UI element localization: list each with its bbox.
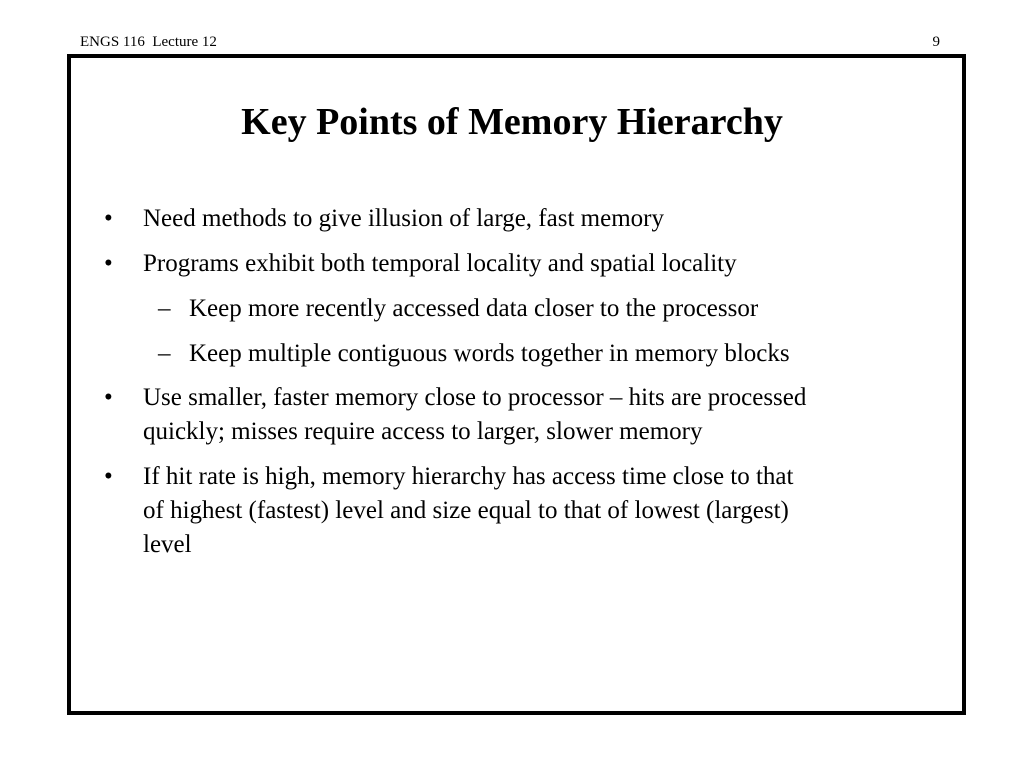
bullet-text: Programs exhibit both temporal locality and spatial locality bbox=[143, 250, 737, 277]
bullet-marker: • bbox=[104, 250, 113, 277]
bullet-marker: • bbox=[104, 384, 113, 411]
bullet-text-line: level bbox=[143, 531, 192, 558]
bullet-marker: • bbox=[104, 205, 113, 232]
bullet-text-line: quickly; misses require access to larger, slower memory bbox=[143, 418, 703, 445]
dash-marker: – bbox=[158, 295, 171, 322]
bullet-marker: • bbox=[104, 463, 113, 490]
bullet-text-line: of highest (fastest) level and size equal to that of lowest (largest) bbox=[143, 497, 789, 524]
sub-bullet-text: Keep multiple contiguous words together in memory blocks bbox=[189, 340, 790, 367]
bullet-text-line: If hit rate is high, memory hierarchy has access time close to that bbox=[143, 463, 794, 490]
slide-title: Key Points of Memory Hierarchy bbox=[241, 101, 783, 143]
bullet-text-line: Use smaller, faster memory close to processor – hits are processed bbox=[143, 384, 807, 411]
bullet-text: Need methods to give illusion of large, fast memory bbox=[143, 205, 664, 232]
header-page-number: 9 bbox=[932, 34, 940, 50]
sub-bullet-text: Keep more recently accessed data closer to the processor bbox=[189, 295, 759, 322]
dash-marker: – bbox=[158, 340, 171, 367]
header-course-label: ENGS 116 Lecture 12 bbox=[80, 34, 217, 50]
